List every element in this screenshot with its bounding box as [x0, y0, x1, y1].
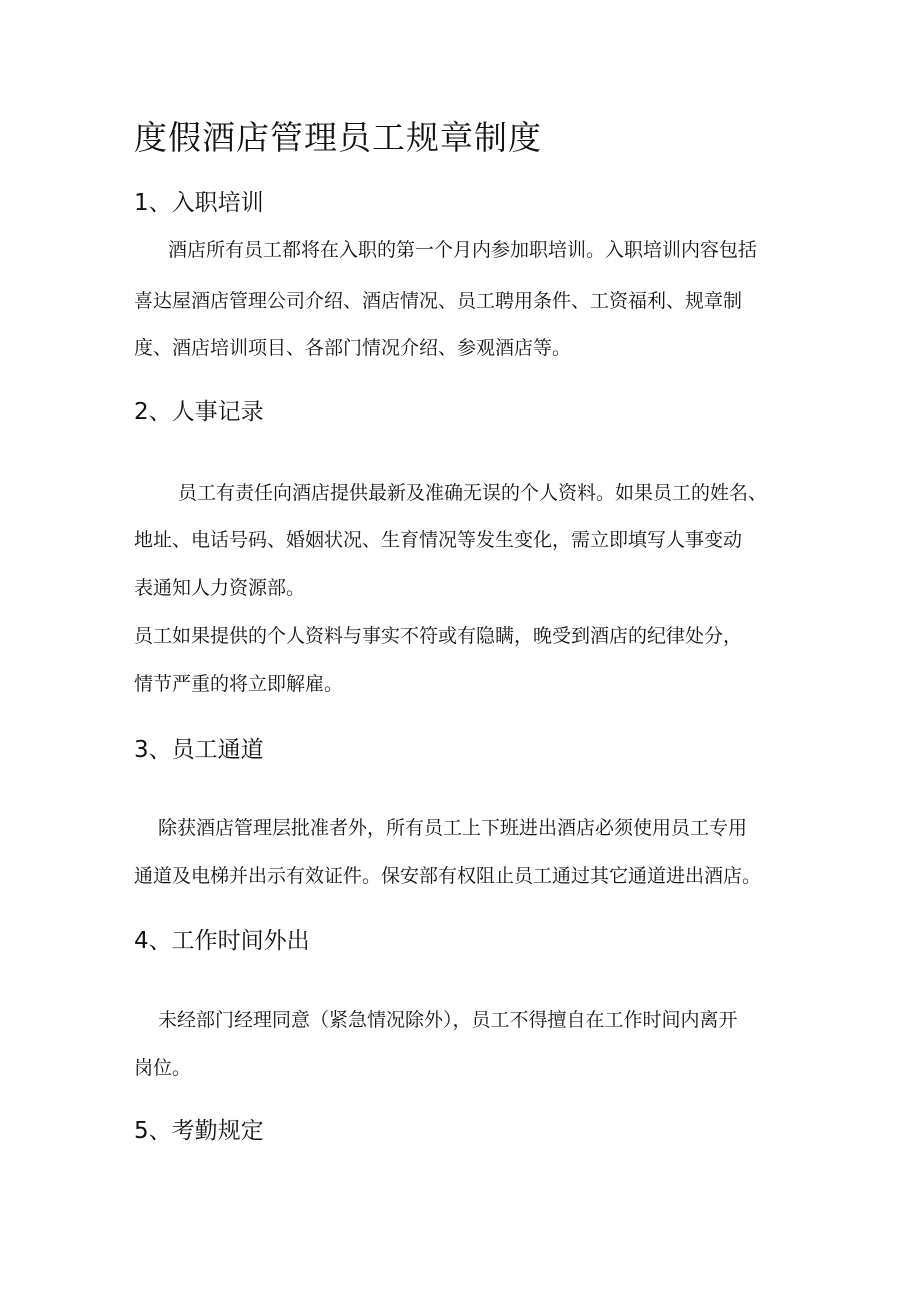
paragraph-line: 表通知人力资源部。 — [134, 577, 306, 599]
paragraph-line: 酒店所有员工都将在入职的第一个月内参加职培训。入职培训内容包括 — [168, 239, 758, 261]
paragraph-line: 情节严重的将立即解雇。 — [134, 673, 344, 695]
section-heading-staff-passage: 3、员工通道 — [134, 737, 264, 763]
paragraph-line: 除获酒店管理层批准者外，所有员工上下班进出酒店必须使用员工专用 — [158, 817, 748, 839]
section-heading-attendance: 5、考勤规定 — [134, 1118, 264, 1144]
paragraph-line: 未经部门经理同意（紧急情况除外），员工不得擅自在工作时间内离开 — [158, 1009, 738, 1031]
paragraph-line: 员工有责任向酒店提供最新及准确无误的个人资料。如果员工的姓名、 — [178, 482, 768, 504]
document-title: 度假酒店管理员工规章制度 — [134, 118, 542, 157]
paragraph-line: 地址、电话号码、婚姻状况、生育情况等发生变化，需立即填写人事变动 — [134, 529, 743, 551]
paragraph-line: 员工如果提供的个人资料与事实不符或有隐瞒，晚受到酒店的纪律处分， — [134, 625, 743, 647]
section-heading-leaving-during-work: 4、工作时间外出 — [134, 928, 310, 954]
section-heading-onboarding: 1、入职培训 — [134, 190, 264, 216]
paragraph-line: 岗位。 — [134, 1057, 192, 1079]
paragraph-line: 通道及电梯并出示有效证件。保安部有权阻止员工通过其它通道进出酒店。 — [134, 865, 762, 887]
paragraph-line: 度、酒店培训项目、各部门情况介绍、参观酒店等。 — [134, 337, 572, 359]
paragraph-line: 喜达屋酒店管理公司介绍、酒店情况、员工聘用条件、工资福利、规章制 — [134, 290, 743, 312]
section-heading-personnel-records: 2、人事记录 — [134, 399, 264, 425]
